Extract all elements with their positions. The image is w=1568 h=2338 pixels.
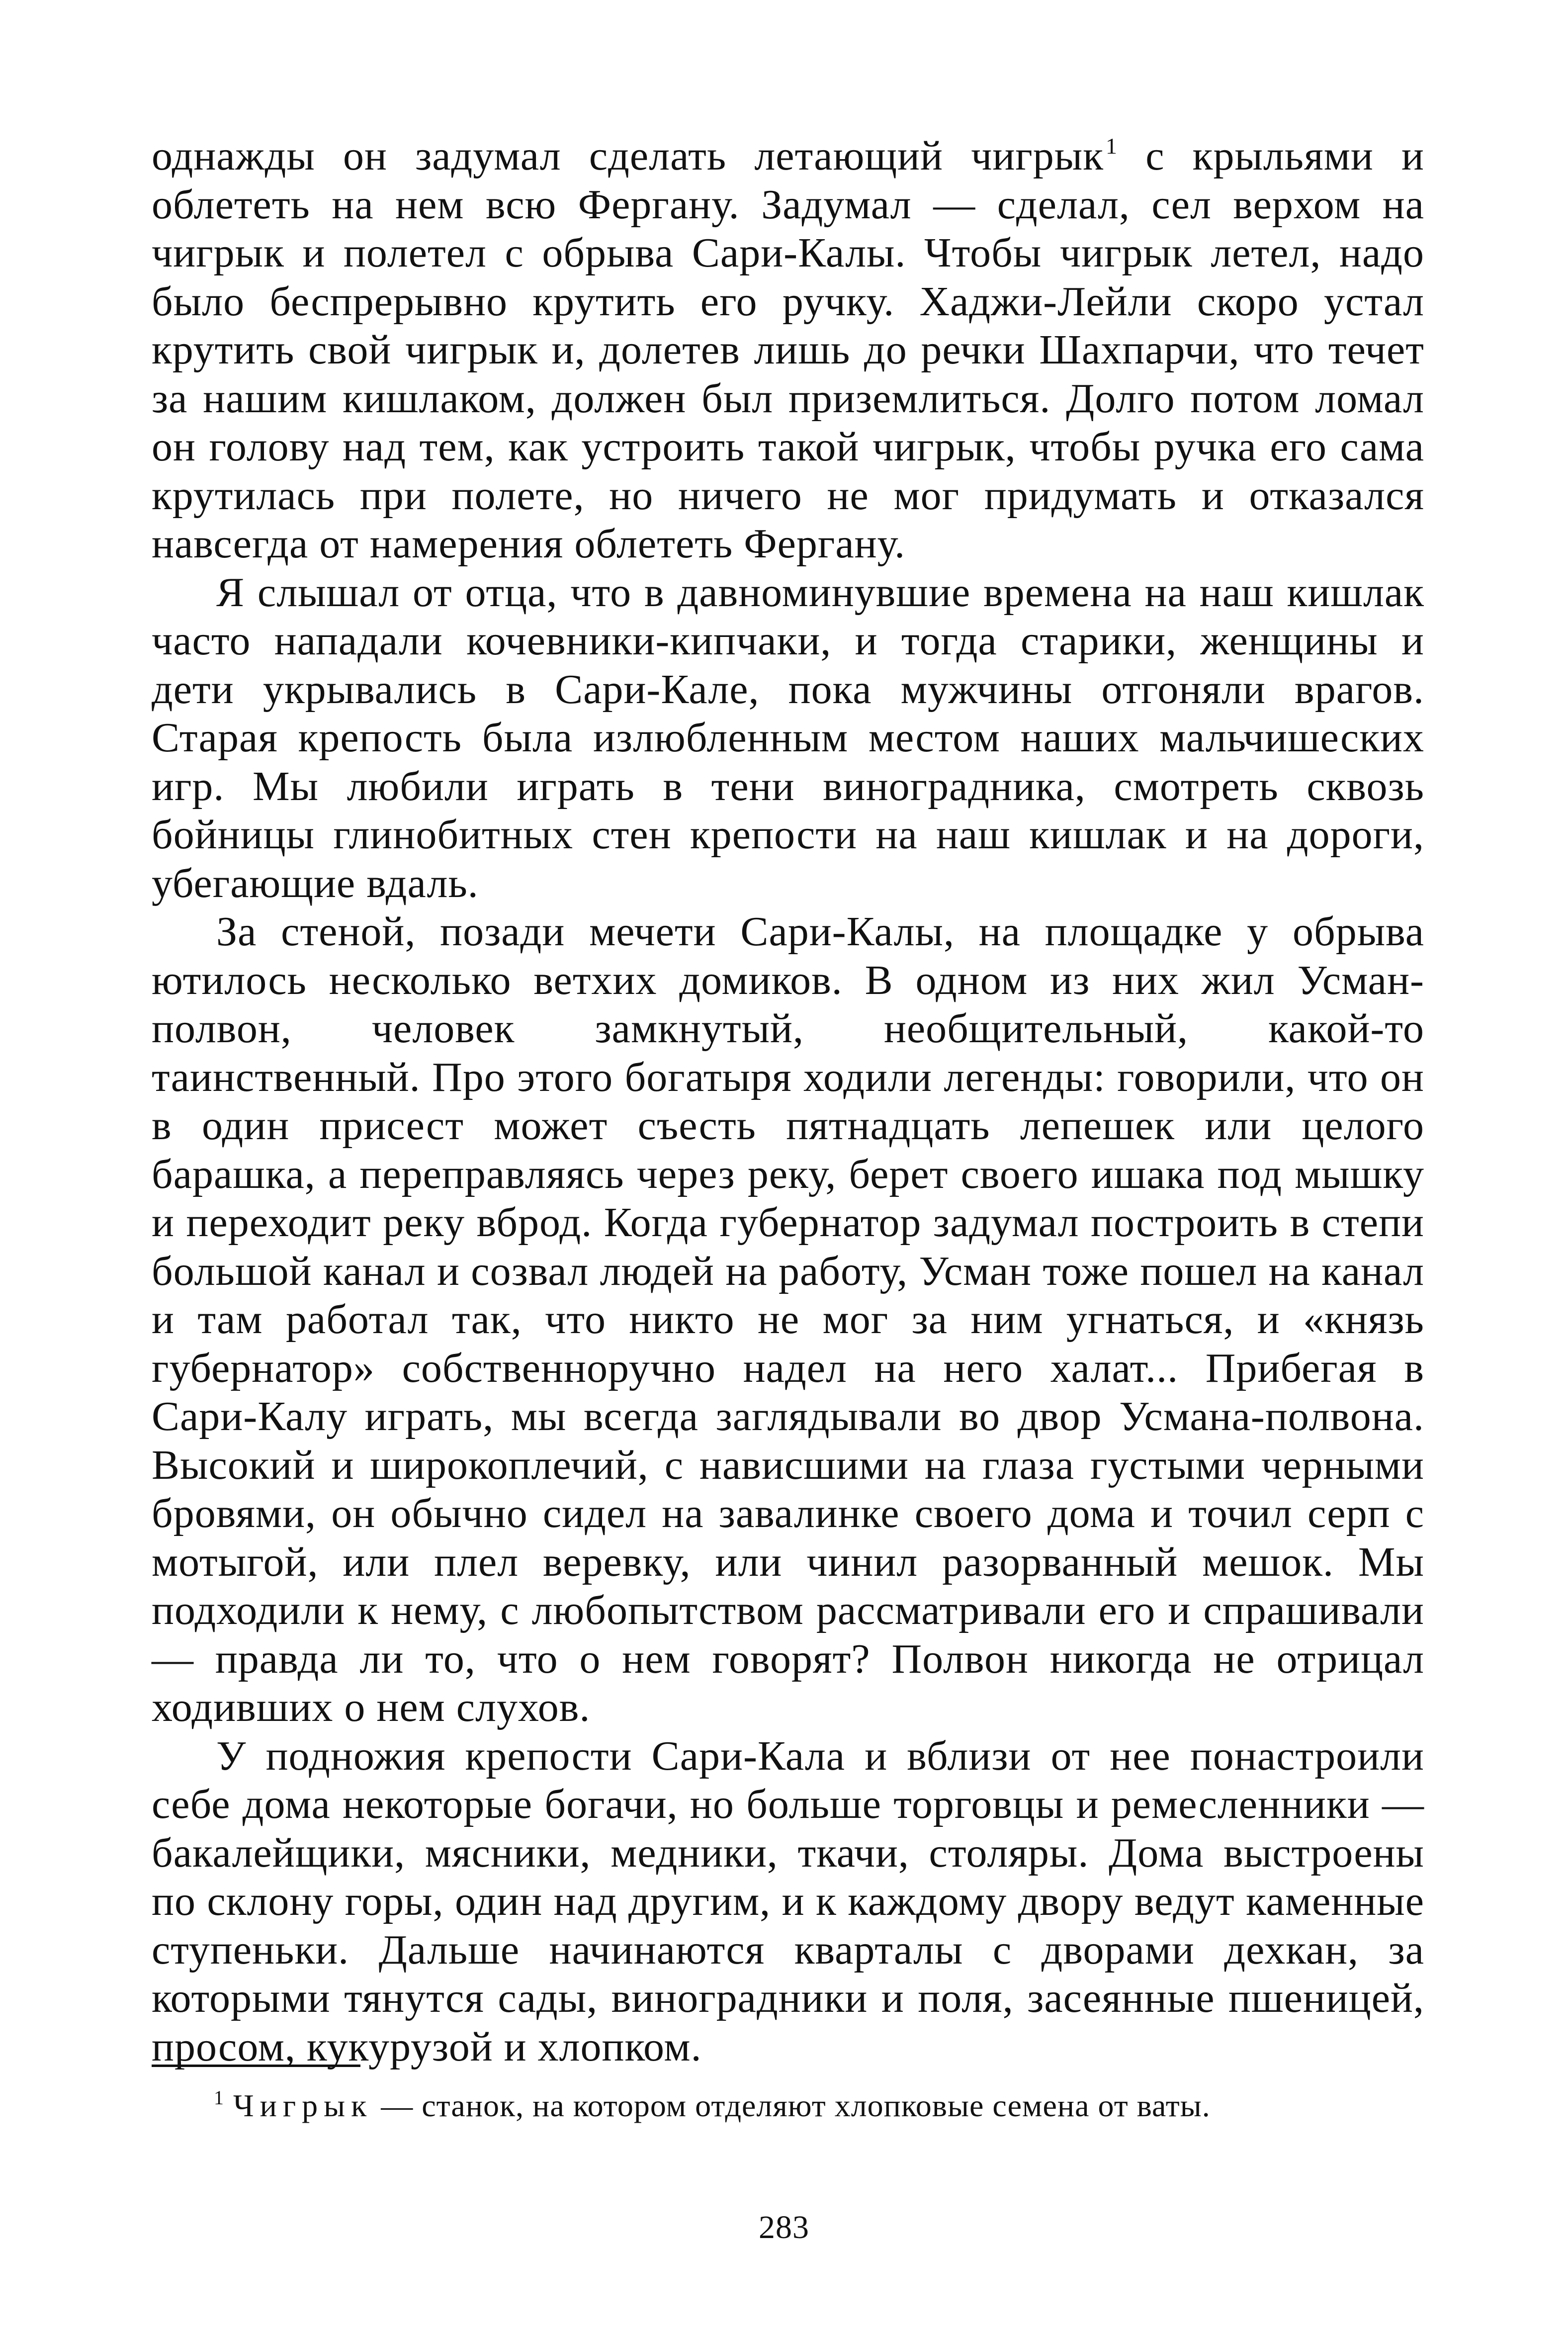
paragraph-1-text-start: однажды он задумал сделать летающий чигрык bbox=[152, 133, 1104, 179]
paragraph-4: У подножия крепости Сари-Кала и вблизи от нее понастроили себе дома некоторые богачи, но больше торговцы и ремесленники — бакалейщики, мясники, медники, ткачи, столяры. Дома выстроены по склону горы, один над другим, и к каждому двору ведут каменные ступеньки. Дальше начинаются кварталы с дворами дехкан, за которыми тянутся сады, виноградники и поля, засеянные пшеницей, просом, кукурузой и хлопком. bbox=[152, 1732, 1424, 2070]
footnote bbox=[214, 2083, 1427, 2128]
page-number: 283 bbox=[759, 2209, 809, 2246]
footnote-reference[interactable]: 1 bbox=[1106, 133, 1118, 159]
footnote-marker: 1 bbox=[214, 2086, 224, 2109]
page-body bbox=[152, 132, 1424, 2071]
footnote-separator bbox=[152, 2065, 360, 2067]
paragraph-2: Я слышал от отца, что в давноминувшие времена на наш кишлак часто нападали кочевники-кипчаки, и тогда старики, женщины и дети укрывались в Сари-Кале, пока мужчины отгоняли врагов. Старая крепость была излюбленным местом наших мальчишеских игр. Мы любили играть в тени виноградника, смотреть сквозь бойницы глинобитных стен крепости на наш кишлак и на дороги, убегающие вдаль. bbox=[152, 569, 1424, 906]
paragraph-1-text-end: с крыльями и облететь на нем всю Фергану. Задумал — сделал, сел верхом на чигрык и полетел с обрыва Сари-Калы. Чтобы чигрык летел, надо было беспрерывно крутить его ручку. Хаджи-Лейли скоро устал крутить свой чигрык и, долетев лишь до речки Шахпарчи, что течет за нашим кишлаком, должен был приземлиться. Долго потом ломал он голову над тем, как устроить такой чигрык, чтобы ручка его сама крутилась при полете, но ничего не мог придумать и отказался навсегда от намерения облететь Фергану. bbox=[152, 133, 1424, 567]
footnote-term: Чигрык bbox=[233, 2088, 373, 2123]
footnote-definition: — станок, на котором отделяют хлопковые семена от ваты. bbox=[372, 2088, 1211, 2123]
paragraph-1 bbox=[152, 132, 1424, 568]
paragraph-3: За стеной, позади мечети Сари-Калы, на площадке у обрыва ютилось несколько ветхих домиков. В одном из них жил Усман-полвон, человек замкнутый, необщительный, какой-то таинственный. Про этого богатыря ходили легенды: говорили, что он в один присест может съесть пятнадцать лепешек или целого барашка, а переправляясь через реку, берет своего ишака под мышку и переходит реку вброд. Когда губернатор задумал построить в степи большой канал и созвал людей на работу, Усман тоже пошел на канал и там работал так, что никто не мог за ним угнаться, и «князь губернатор» собственноручно надел на него халат... Прибегая в Сари-Калу играть, мы всегда заглядывали во двор Усмана-полвона. Высокий и широкоплечий, с нависшими на глаза густыми черными бровями, он обычно сидел на завалинке своего дома и точил серп с мотыгой, или плел веревку, или чинил разорванный мешок. Мы подходили к нему, с любопытством рассматривали его и спрашивали — правда ли то, что о нем говорят? Полвон никогда не отрицал ходивших о нем слухов. bbox=[152, 908, 1424, 1730]
